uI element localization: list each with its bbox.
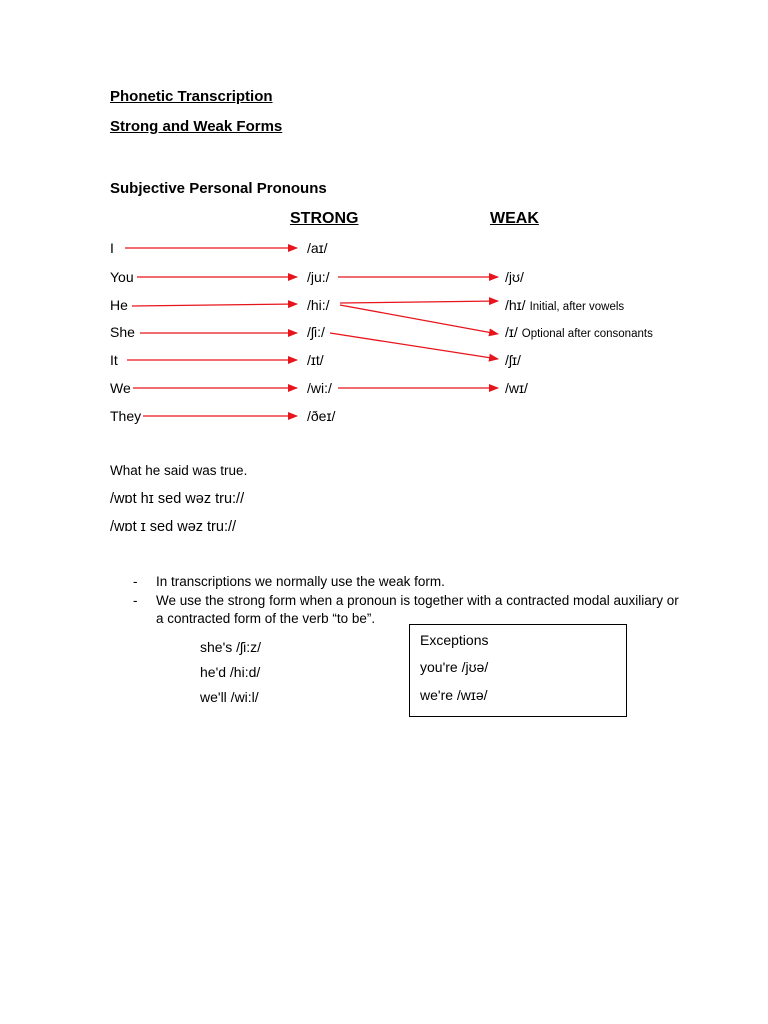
- weak-form-symbol: /ʃɪ/: [505, 352, 521, 368]
- exception-item: we're /wɪə/: [420, 687, 488, 703]
- strong-form: /ðeɪ/: [307, 408, 336, 424]
- exception-item: you're /jʊə/: [420, 659, 489, 675]
- weak-form-note: Initial, after vowels: [529, 301, 625, 313]
- page-subtitle: Strong and Weak Forms: [110, 118, 283, 135]
- section-heading: Subjective Personal Pronouns: [110, 180, 327, 197]
- weak-column-header: WEAK: [490, 210, 539, 227]
- bullet-text: In transcriptions we normally use the weak form.: [156, 574, 445, 589]
- contraction-example: we'll /wi:l/: [200, 689, 259, 705]
- pronoun-word: You: [110, 269, 134, 285]
- weak-form: [505, 325, 653, 341]
- bullet-text-continued: a contracted form of the verb “to be”.: [156, 611, 376, 626]
- bullet-dash: -: [133, 593, 138, 608]
- weak-form: [505, 298, 624, 314]
- exceptions-title: Exceptions: [420, 632, 489, 648]
- strong-form: /ɪt/: [307, 352, 324, 368]
- arrow-he-to-weak-optional: [340, 305, 498, 334]
- weak-form-symbol: /jʊ/: [505, 269, 524, 285]
- strong-form: /wi:/: [307, 380, 332, 396]
- example-transcription-1: /wɒt hɪ sed wəz tru://: [110, 491, 245, 507]
- weak-form-note: Optional after consonants: [521, 328, 653, 340]
- contraction-example: she's /ʃi:z/: [200, 639, 262, 655]
- example-transcription-2: /wɒt ɪ sed wəz tru://: [110, 519, 237, 535]
- bullet-text: We use the strong form when a pronoun is together with a contracted modal auxiliary or: [156, 593, 679, 608]
- strong-form: /hi:/: [307, 297, 330, 313]
- strong-form: /ʃi:/: [307, 324, 325, 340]
- pronoun-word: He: [110, 297, 128, 313]
- pronoun-word: She: [110, 324, 135, 340]
- weak-form-symbol: /hɪ/: [505, 297, 526, 313]
- weak-form: [505, 270, 524, 284]
- strong-form: /aɪ/: [307, 240, 328, 256]
- example-sentence: What he said was true.: [110, 463, 248, 478]
- bullet-dash: -: [133, 574, 138, 589]
- pronoun-word: It: [110, 352, 118, 368]
- pronoun-word: I: [110, 240, 114, 256]
- page-title: Phonetic Transcription: [110, 88, 273, 105]
- weak-form: [505, 353, 521, 367]
- contraction-example: he'd /hi:d/: [200, 664, 261, 680]
- weak-form-symbol: /ɪ/: [505, 324, 518, 340]
- arrow-he-to-strong: [132, 304, 297, 306]
- strong-column-header: STRONG: [290, 210, 359, 227]
- weak-form-symbol: /wɪ/: [505, 380, 528, 396]
- pronoun-word: We: [110, 380, 131, 396]
- arrow-he-to-weak-initial: [340, 301, 498, 303]
- pronoun-word: They: [110, 408, 142, 424]
- strong-form: /ju:/: [307, 269, 330, 285]
- arrow-she-to-weak: [330, 333, 498, 359]
- exceptions-box: [409, 624, 627, 717]
- weak-form: [505, 381, 528, 395]
